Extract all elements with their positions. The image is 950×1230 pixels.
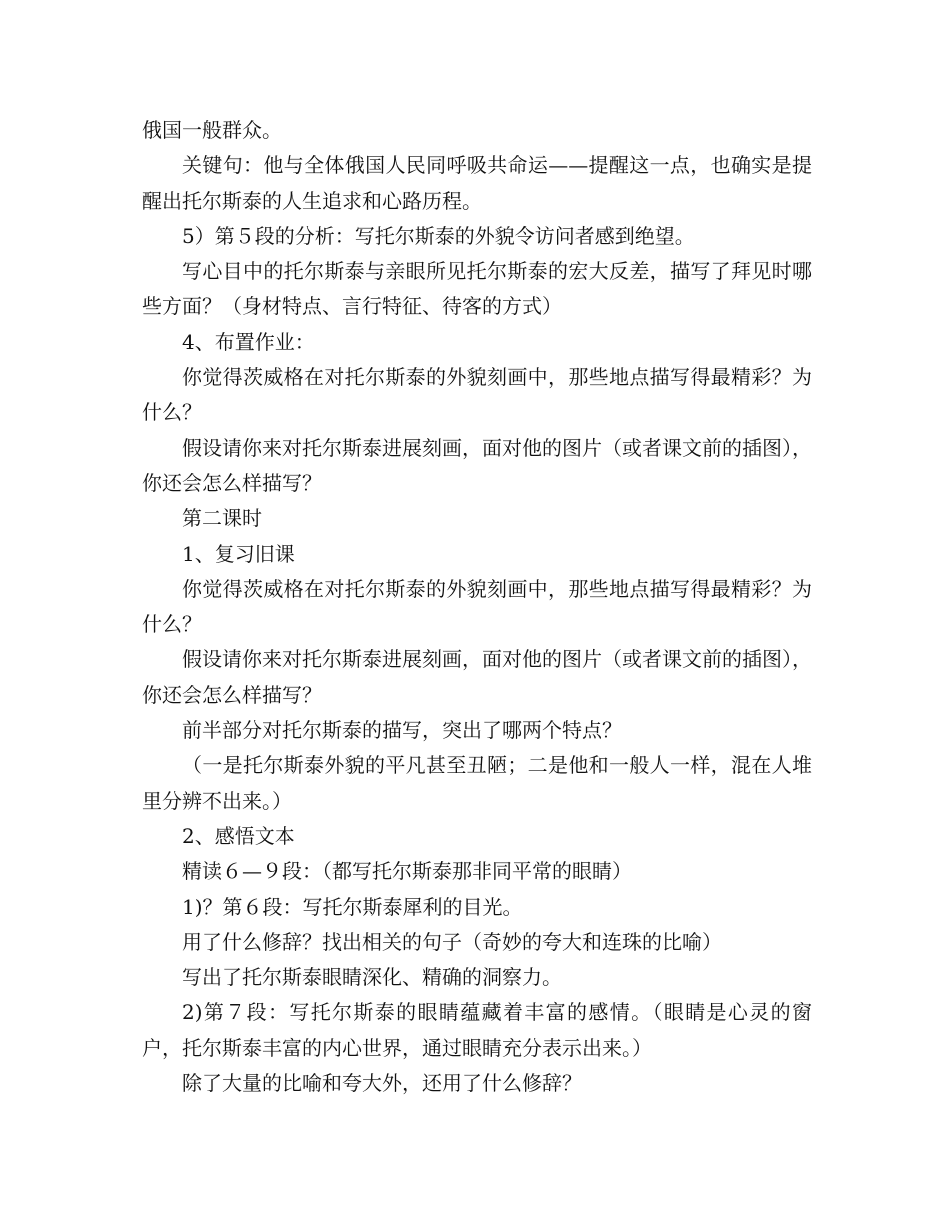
heading-second-lesson: 第二课时	[182, 506, 262, 531]
paragraph-section-6: 1)？第６段：写托尔斯泰犀利的目光。	[182, 894, 523, 919]
heading-text-appreciation: 2、感悟文本	[182, 823, 295, 848]
paragraph-insight: 写出了托尔斯泰眼睛深化、精确的洞察力。	[182, 965, 562, 990]
paragraph-rhetoric-question: 用了什么修辞？找出相关的句子（奇妙的夸大和连珠的比喻）	[182, 929, 722, 954]
heading-homework: 4、布置作业：	[182, 329, 315, 354]
heading-review: 1、复习旧课	[182, 541, 295, 566]
paragraph-contrast: 写心目中的托尔斯泰与亲眼所见托尔斯泰的宏大反差，描写了拜见时哪些方面？（身材特点、言行特征、待客的方式）	[142, 259, 812, 319]
paragraph-review-question-1: 你觉得茨威格在对托尔斯泰的外貌刻画中，那些地点描写得最精彩？为什么？	[142, 576, 812, 637]
paragraph-continuation: 俄国一般群众。	[142, 118, 282, 142]
paragraph-close-reading: 精读６—９段：（都写托尔斯泰那非同平常的眼睛）	[182, 859, 632, 884]
paragraph-section-5-analysis: 5）第５段的分析：写托尔斯泰的外貌令访问者感到绝望。	[182, 223, 695, 248]
paragraph-other-rhetoric: 除了大量的比喻和夸大外，还用了什么修辞？	[182, 1071, 582, 1096]
paragraph-homework-question-2: 假设请你来对托尔斯泰进展刻画，面对他的图片（或者课文前的插图），你还会怎么样描写？	[142, 435, 812, 495]
paragraph-homework-question-1: 你觉得茨威格在对托尔斯泰的外貌刻画中，那些地点描写得最精彩？为什么？	[142, 365, 812, 425]
paragraph-first-half-answer: （一是托尔斯泰外貌的平凡甚至丑陋；二是他和一般人一样，混在人堆里分辨不出来。）	[142, 753, 812, 813]
document-page	[142, 113, 812, 1101]
paragraph-first-half-question: 前半部分对托尔斯泰的描写，突出了哪两个特点？	[182, 718, 622, 743]
paragraph-review-question-2: 假设请你来对托尔斯泰进展刻画，面对他的图片（或者课文前的插图），你还会怎么样描写？	[142, 647, 812, 707]
paragraph-section-7: 2)第７段：写托尔斯泰的眼睛蕴藏着丰富的感情。（眼睛是心灵的窗户，托尔斯泰丰富的内心世界，通过眼睛充分表示出来。）	[142, 1000, 812, 1060]
paragraph-key-sentence: 关键句：他与全体俄国人民同呼吸共命运——提醒这一点，也确实是提醒出托尔斯泰的人生追求和心路历程。	[142, 153, 812, 213]
